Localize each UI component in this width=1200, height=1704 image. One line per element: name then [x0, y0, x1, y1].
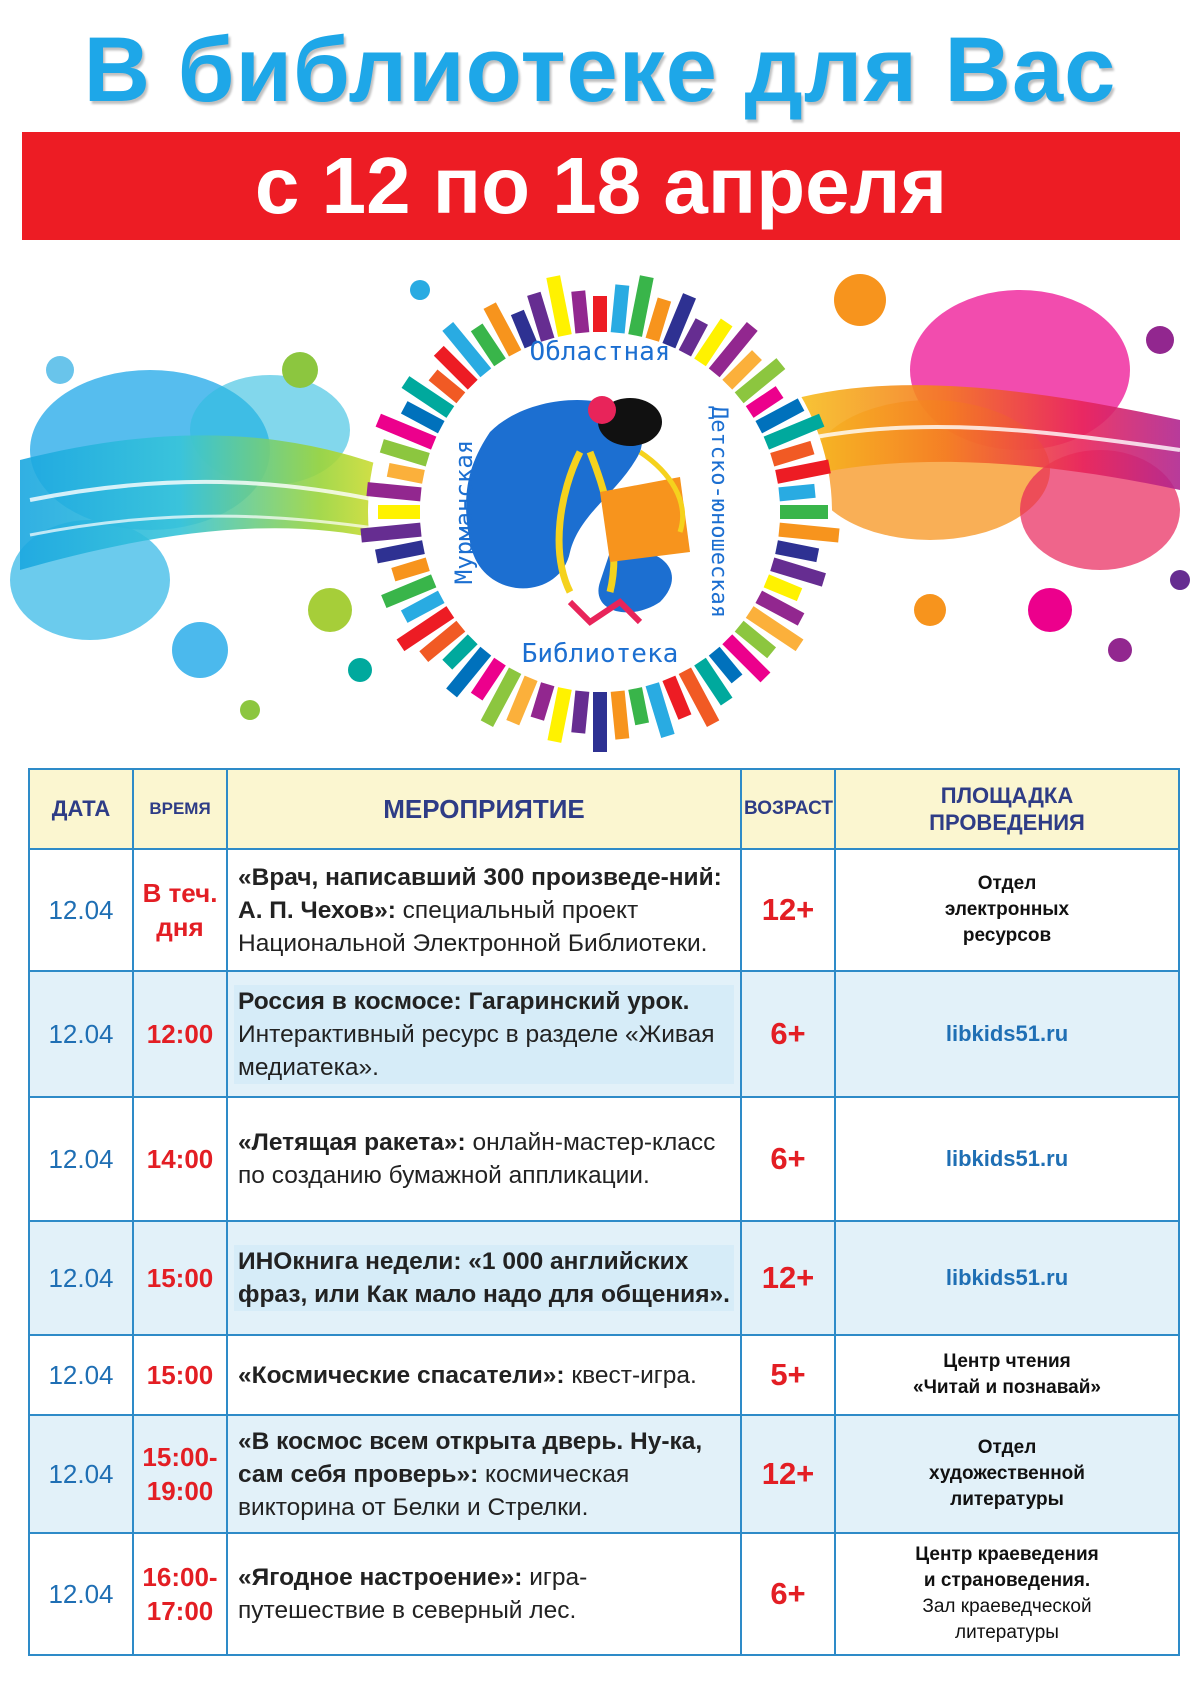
venue-header-line2: ПРОВЕДЕНИЯ: [929, 810, 1085, 835]
event-venue-link[interactable]: [835, 1097, 1179, 1221]
age-rating: 5+: [741, 1335, 835, 1415]
event-details: онлайн-мастер-класс по созданию бумажной аппликации.: [238, 1129, 716, 1189]
venue-line: Отдел: [977, 1437, 1037, 1458]
venue-line: электронных: [944, 899, 1070, 920]
venue-line[interactable]: libkids51.ru: [945, 1146, 1069, 1171]
event-details: игра-путешествие в северный лес.: [238, 1564, 588, 1624]
age-rating: 6+: [741, 1533, 835, 1655]
event-title: «В космос всем открыта дверь. Ну-ка, сам себя проверь»:: [238, 1427, 703, 1488]
event-details: Интерактивный ресурс в разделе «Живая медиатека».: [238, 1020, 715, 1081]
table-row: [29, 971, 1179, 1097]
table-row: [29, 1335, 1179, 1415]
venue-line: и страноведения.: [923, 1570, 1091, 1591]
date-range-banner: [22, 132, 1180, 240]
logo-text-top: Областная: [529, 337, 671, 367]
table-header-row: [29, 769, 1179, 849]
event-date: 12.04: [29, 849, 133, 971]
event-date: 12.04: [29, 1221, 133, 1335]
column-header-age: ВОЗРАСТ: [741, 769, 835, 849]
event-description: [227, 971, 741, 1097]
event-time-line: В теч.: [142, 878, 218, 908]
venue-line: Отдел: [977, 873, 1037, 894]
event-title: «Летящая ракета»:: [238, 1129, 466, 1156]
venue-line: Центр краеведения: [915, 1544, 1099, 1565]
event-time: [133, 1335, 227, 1415]
page-title: В библиотеке для Вас: [83, 19, 1117, 121]
event-time-line: 15:00-: [142, 1442, 218, 1472]
venue-line[interactable]: libkids51.ru: [945, 1265, 1069, 1290]
event-time-line: 15:00: [146, 1360, 214, 1390]
table-row: [29, 1533, 1179, 1655]
column-header-event: МЕРОПРИЯТИЕ: [227, 769, 741, 849]
right-paint-splash: [790, 274, 1190, 662]
event-time-line: 12:00: [146, 1019, 214, 1049]
event-time: [133, 1415, 227, 1533]
event-description: [227, 1533, 741, 1655]
event-title: «Врач, написавший 300 произведе-ний: А. П. Чехов»:: [238, 863, 722, 924]
event-time: [133, 1533, 227, 1655]
age-rating: 12+: [741, 849, 835, 971]
event-title: «Космические спасатели»:: [238, 1361, 565, 1389]
event-title: Россия в космосе: Гагаринский урок.: [238, 987, 690, 1015]
age-rating: 12+: [741, 1221, 835, 1335]
event-time: [133, 971, 227, 1097]
column-header-time: ВРЕМЯ: [133, 769, 227, 849]
column-header-date: ДАТА: [29, 769, 133, 849]
event-time-line: 17:00: [146, 1596, 214, 1626]
event-venue: [835, 1415, 1179, 1533]
event-description: [227, 1415, 741, 1533]
age-rating: 12+: [741, 1415, 835, 1533]
event-venue-link[interactable]: [835, 1221, 1179, 1335]
library-logo-banner: [0, 250, 1200, 760]
venue-line: ресурсов: [962, 925, 1052, 946]
event-date: 12.04: [29, 1533, 133, 1655]
logo-text-right: Детско-юношеская: [706, 406, 731, 618]
book-spine: [378, 505, 420, 519]
column-header-venue: [835, 769, 1179, 849]
event-details: квест-игра.: [564, 1361, 697, 1389]
event-venue: [835, 849, 1179, 971]
events-schedule-table: [28, 768, 1180, 1656]
venue-line[interactable]: libkids51.ru: [945, 1021, 1069, 1046]
date-range-text: с 12 по 18 апреля: [254, 141, 948, 230]
venue-sub-line: литературы: [955, 1622, 1059, 1643]
event-time-line: дня: [156, 912, 204, 942]
event-time-line: 14:00: [146, 1144, 214, 1174]
event-title: «Ягодное настроение»:: [238, 1564, 523, 1591]
table-row: [29, 1415, 1179, 1533]
event-venue: [835, 1335, 1179, 1415]
event-date: 12.04: [29, 1097, 133, 1221]
table-row: [29, 849, 1179, 971]
venue-line: Центр чтения: [943, 1351, 1071, 1372]
event-time-line: 16:00-: [142, 1562, 218, 1592]
event-description: [227, 1335, 741, 1415]
event-description: [227, 849, 741, 971]
table-row: [29, 1221, 1179, 1335]
event-description: [227, 1097, 741, 1221]
venue-line: литературы: [950, 1489, 1064, 1510]
event-venue-link[interactable]: [835, 971, 1179, 1097]
venue-line: «Читай и познавай»: [913, 1377, 1101, 1398]
venue-header-line1: ПЛОЩАДКА: [940, 783, 1074, 808]
event-time: [133, 1221, 227, 1335]
event-date: 12.04: [29, 1335, 133, 1415]
event-details: космическая викторина от Белки и Стрелки.: [238, 1460, 630, 1521]
event-time: [133, 1097, 227, 1221]
venue-line: художественной: [929, 1463, 1085, 1484]
event-title: ИНОкнига недели: «1 000 английских фраз, или Как мало надо для общения».: [238, 1248, 730, 1308]
book-spine: [593, 692, 607, 752]
event-venue: [835, 1533, 1179, 1655]
event-time-line: 15:00: [146, 1263, 214, 1293]
book-spine: [780, 505, 828, 519]
table-row: [29, 1097, 1179, 1221]
event-date: 12.04: [29, 971, 133, 1097]
event-time-line: 19:00: [146, 1476, 214, 1506]
venue-sub-line: Зал краеведческой: [922, 1596, 1092, 1617]
event-description: [227, 1221, 741, 1335]
age-rating: 6+: [741, 1097, 835, 1221]
event-time: [133, 849, 227, 971]
age-rating: 6+: [741, 971, 835, 1097]
paint-splash-illustration: [0, 250, 1200, 760]
left-paint-splash: [10, 280, 430, 720]
event-details: специальный проект Национальной Электронной Библиотеки.: [238, 896, 708, 957]
logo-text-left: Мурманская: [450, 439, 478, 585]
book-spine: [593, 296, 607, 332]
logo-text-bottom: Библиотека: [521, 639, 679, 669]
event-date: 12.04: [29, 1415, 133, 1533]
